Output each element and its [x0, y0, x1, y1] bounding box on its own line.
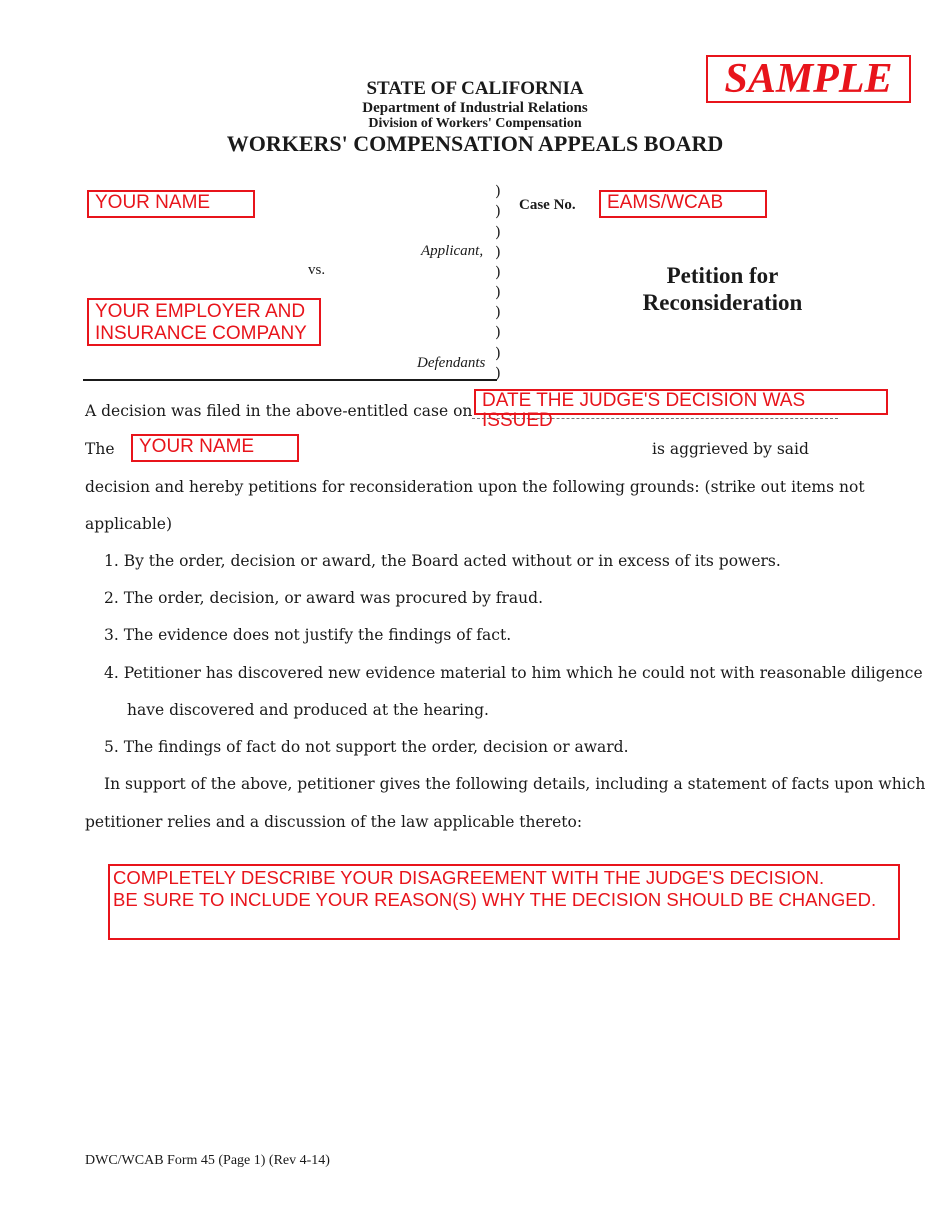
disagreement-description-field[interactable] — [108, 864, 900, 940]
defendants-label: Defendants — [417, 355, 486, 371]
paren-9: ) — [495, 344, 501, 362]
case-no-label: Case No. — [519, 197, 576, 213]
ground-5: 5. The findings of fact do not support the order, decision or award. — [104, 738, 629, 756]
defendant-name-field[interactable] — [87, 298, 321, 346]
applicant-name-field[interactable]: YOUR NAME — [87, 190, 255, 218]
decision-date-field[interactable]: DATE THE JUDGE'S DECISION WAS ISSUED — [474, 389, 888, 415]
ground-4-continued: have discovered and produced at the hearing. — [127, 701, 489, 719]
caption-rule — [83, 379, 497, 381]
paren-1: ) — [495, 182, 501, 200]
paren-2: ) — [495, 202, 501, 220]
form-footer: DWC/WCAB Form 45 (Page 1) (Rev 4-14) — [85, 1153, 330, 1168]
decision-filed-text: A decision was filed in the above-entitled case on — [85, 402, 473, 420]
applicant-label: Applicant, — [421, 243, 484, 259]
paren-10: ) — [495, 364, 501, 382]
case-number-field[interactable]: EAMS/WCAB — [599, 190, 767, 218]
petitioner-name-field[interactable]: YOUR NAME — [131, 434, 299, 462]
support-text-2: petitioner relies and a discussion of the law applicable thereto: — [85, 813, 583, 831]
petition-title-line-1: Petition for — [666, 263, 779, 288]
vs-label: vs. — [308, 262, 326, 278]
paren-6: ) — [495, 283, 501, 301]
the-label: The — [85, 440, 115, 458]
ground-2: 2. The order, decision, or award was procured by fraud. — [104, 589, 543, 607]
paren-4: ) — [495, 243, 501, 261]
petition-title — [600, 262, 845, 316]
ground-1: 1. By the order, decision or award, the Board acted without or in excess of its powers. — [104, 552, 781, 570]
sample-stamp: SAMPLE — [706, 55, 911, 103]
defendant-line-2: INSURANCE COMPANY — [95, 323, 307, 344]
petition-title-line-2: Reconsideration — [642, 290, 803, 315]
department-heading: Department of Industrial Relations — [362, 100, 588, 116]
describe-line-1: COMPLETELY DESCRIBE YOUR DISAGREEMENT WITH THE JUDGE'S DECISION. — [113, 867, 825, 888]
ground-3: 3. The evidence does not justify the findings of fact. — [104, 626, 512, 644]
board-heading: WORKERS' COMPENSATION APPEALS BOARD — [226, 131, 724, 156]
support-text-1: In support of the above, petitioner gives the following details, including a statement of facts upon which — [104, 775, 926, 793]
defendant-line-1: YOUR EMPLOYER AND — [95, 301, 306, 322]
division-heading: Division of Workers' Compensation — [368, 116, 582, 131]
petitions-text: decision and hereby petitions for reconsideration upon the following grounds: (strike out items not — [85, 478, 865, 496]
ground-4: 4. Petitioner has discovered new evidence material to him which he could not with reasonable diligence — [104, 664, 923, 682]
paren-7: ) — [495, 303, 501, 321]
aggrieved-text: is aggrieved by said — [652, 440, 809, 458]
applicable-text: applicable) — [85, 515, 173, 533]
paren-8: ) — [495, 323, 501, 341]
paren-5: ) — [495, 263, 501, 281]
describe-line-2: BE SURE TO INCLUDE YOUR REASON(S) WHY THE DECISION SHOULD BE CHANGED. — [113, 889, 877, 910]
state-heading: STATE OF CALIFORNIA — [366, 78, 584, 99]
paren-3: ) — [495, 223, 501, 241]
